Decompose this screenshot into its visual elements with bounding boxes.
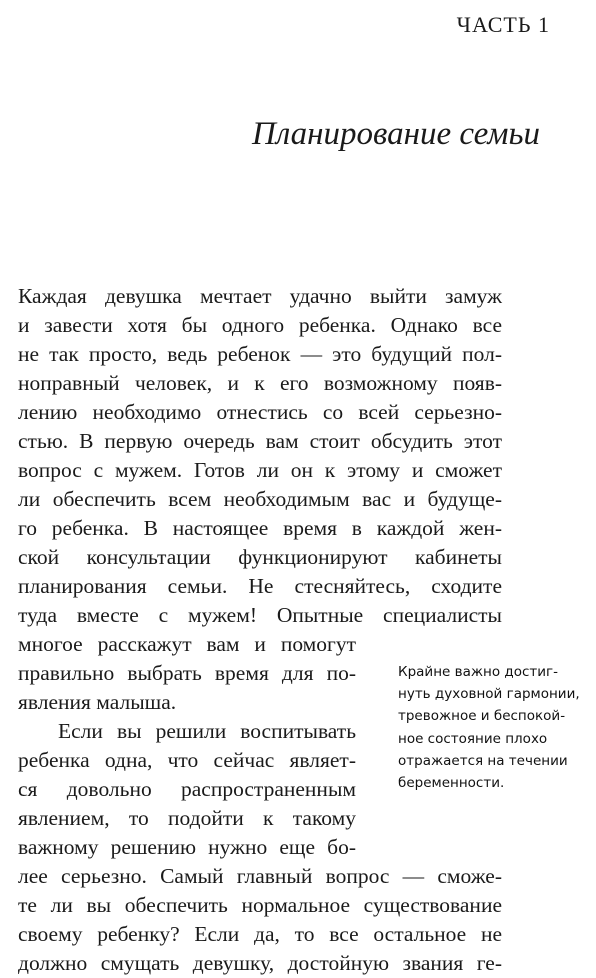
margin-note-line: Крайне важно достиг- <box>398 664 559 680</box>
body-line: своему ребенку? Если да, то все остальное не <box>18 922 502 946</box>
body-line: туда вместе с мужем! Опытные специалисты <box>18 603 502 627</box>
body-line: должно смущать девушку, достойную звания ге- <box>18 951 502 975</box>
margin-note-line: нуть духовной гармонии, <box>398 686 580 703</box>
body-line: планирования семьи. Не стесняйтесь, сходите <box>18 574 502 598</box>
body-line: важному решению нужно еще бо- <box>18 835 356 859</box>
margin-note-line: беременности. <box>398 775 505 792</box>
body-line: лению необходимо отнестись со всей серьезно- <box>18 400 502 424</box>
body-line: правильно выбрать время для по- <box>18 661 356 685</box>
chapter-title: Планирование семьи <box>252 116 540 152</box>
margin-note <box>398 661 588 794</box>
body-line: явления малыша. <box>18 690 177 714</box>
body-line: лее серьезно. Самый главный вопрос — сможе- <box>18 864 502 888</box>
body-line: вопрос с мужем. Готов ли он к этому и сможет <box>18 458 502 482</box>
body-line: ребенка одна, что сейчас являет- <box>18 748 356 772</box>
body-line: многое расскажут вам и помогут <box>18 632 356 656</box>
body-line: стью. В первую очередь вам стоит обсудить этот <box>18 429 502 453</box>
body-line: те ли вы обеспечить нормальное существование <box>18 893 502 917</box>
body-line: не так просто, ведь ребенок — это будущий пол- <box>18 342 502 366</box>
body-line: ноправный человек, и к его возможному появ- <box>18 371 502 395</box>
margin-note-line: тревожное и беспокой- <box>398 708 566 725</box>
body-line: Если вы решили воспитывать <box>58 719 356 743</box>
margin-note-line: отражается на течении <box>398 752 568 769</box>
body-line: и завести хотя бы одного ребенка. Однако все <box>18 313 502 337</box>
body-line: явлением, то подойти к такому <box>18 806 356 830</box>
body-line: ся довольно распространенным <box>18 777 356 801</box>
body-line: Каждая девушка мечтает удачно выйти замуж <box>18 284 502 308</box>
body-line: ской консультации функционируют кабинеты <box>18 545 502 569</box>
body-line: го ребенка. В настоящее время в каждой жен- <box>18 516 502 540</box>
part-label: ЧАСТЬ 1 <box>456 12 550 37</box>
body-line: ли обеспечить всем необходимым вас и будуще- <box>18 487 502 511</box>
margin-note-line: ное состояние плохо <box>398 730 548 747</box>
